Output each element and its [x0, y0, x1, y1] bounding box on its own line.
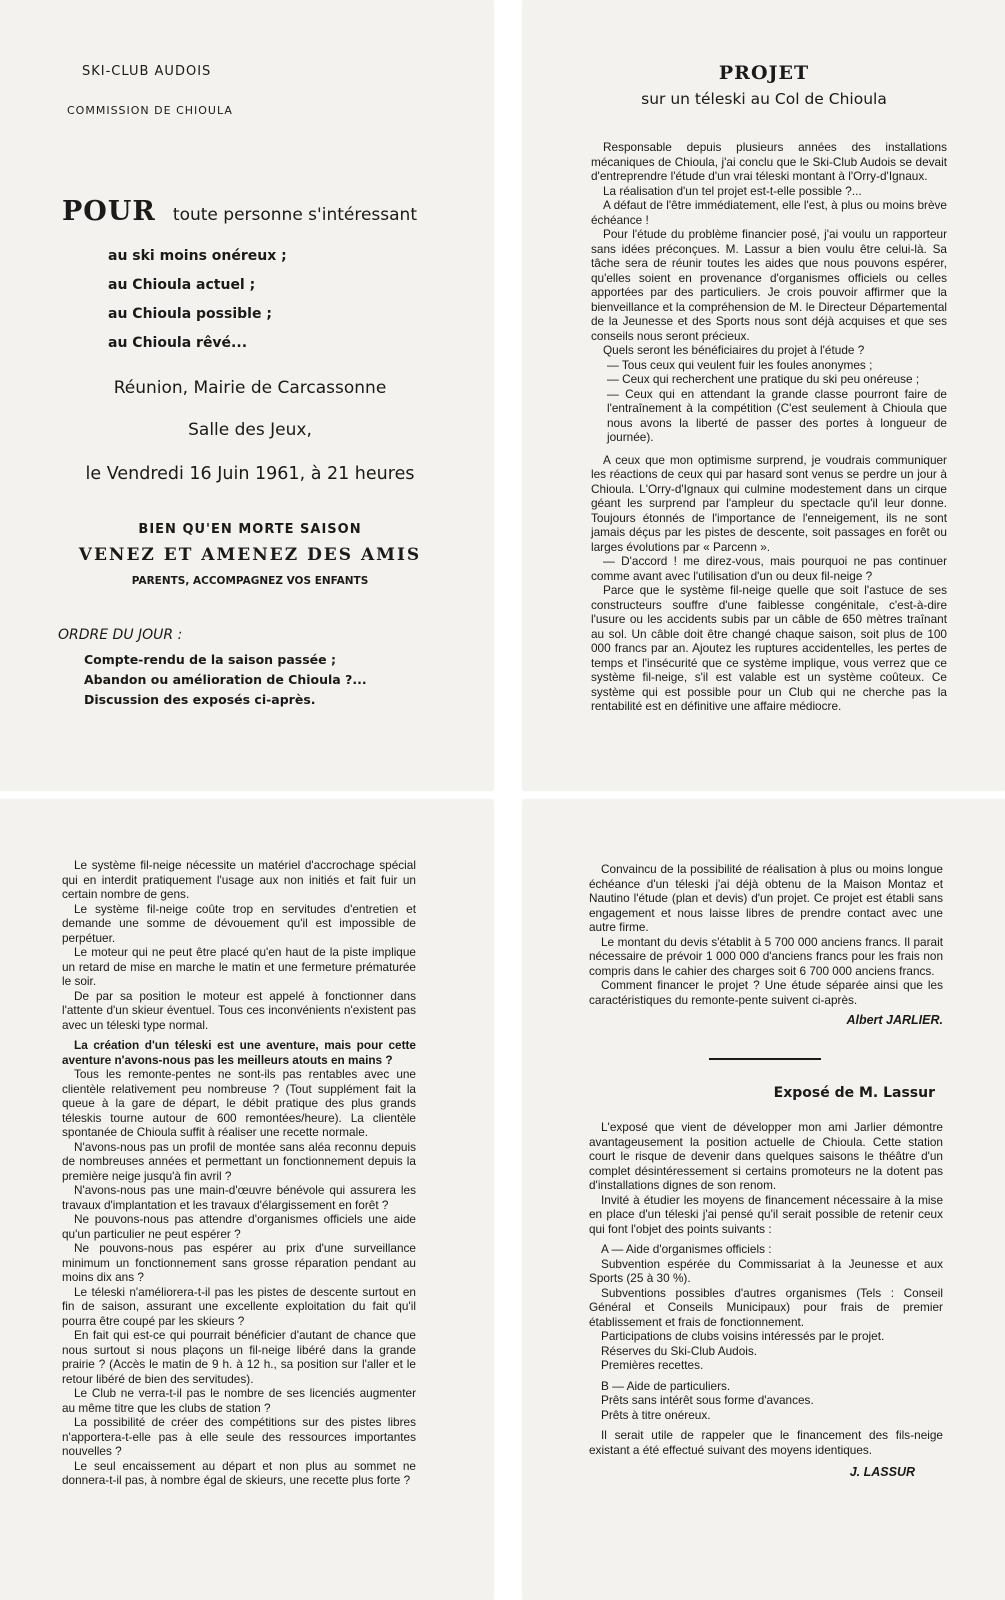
paragraph: A ceux que mon optimisme surprend, je voudrais communiquer les réactions de ceux qui par hasard sont venus se perdre un jour à Chioula. L'Orry-d'Ignaux qui culmine modestement dans un cirque géant les surprend par l'ampleur du spectacle qu'il leur donne. Toujours étonnés de l'importance de l'enneigement, ils ne sont jamais déçus par les pistes de descente, soit passages en forêt ou larges évolutions par « Parcenn ». [591, 452, 947, 554]
bold-question: La création d'un téleski est une aventure, mais pour cette aventure n'avons-nous pas les meilleurs atouts en mains ? [62, 1038, 416, 1067]
paragraph: Le système fil-neige nécessite un matériel d'accrochage spécial qui en interdit pratiquement l'usage aux non initiés et fait fuir un certain nombre de gens. [62, 858, 416, 901]
arguments-text [62, 858, 416, 1488]
paragraph: Le seul encaissement au départ et non plus au sommet ne donnera-t-il pas, à nombre égal de skieurs, une recette plus forte ? [62, 1458, 416, 1487]
signature-lassur: J. LASSUR [849, 1465, 915, 1479]
beneficiary-item: — Tous ceux qui veulent fuir les foules anonymes ; [607, 357, 873, 372]
paragraph: L'exposé que vient de développer mon ami Jarlier démontre avantageusement la position actuelle de Chioula. Cette station court le risque de devenir dans quelques saisons le théâtre d'un complet désintéressement si certains promoteurs ne la dotent pas d'installations dignes de son renom. [589, 1120, 943, 1192]
invite-line: VENEZ ET AMENEZ DES AMIS [78, 545, 422, 565]
season-note: BIEN QU'EN MORTE SAISON [138, 522, 362, 537]
section-a-item: Réserves du Ski-Club Audois. [601, 1343, 758, 1358]
reason-list [108, 242, 287, 358]
paragraph: Le Club ne verra-t-il pas le nombre de ses licenciés augmenter au même titre que les clubs de station ? [62, 1386, 416, 1415]
paragraph: Parce que le système fil-neige quelle que soit l'astuce de ses constructeurs souffre d'une faiblesse congénitale, c'est-à-dire l'usure ou les accidents subis par un câble de 650 mètres traînant au sol. Un câble doit être changé chaque saison, soit plus de 100 000 francs par an. Ajoutez les ruptures accidentelles, les pertes de temps et l'insécurité que ce système implique, vous verrez que ce système fil-neige, s'il est valable est un système coûteux. Ce système qui est possible pour un Club qui ne cherche pas la rentabilité est en définitive une affaire médiocre. [591, 583, 947, 713]
club-name: SKI-CLUB AUDOIS [82, 64, 212, 79]
section-divider [709, 1058, 821, 1060]
section-a-item: Premières recettes. [601, 1358, 704, 1372]
reason-item: au ski moins onéreux ; [108, 248, 287, 264]
closing-paragraph: Il serait utile de rappeler que le financement des fils-neige existant a été effectué suivant des moyens identiques. [589, 1428, 943, 1457]
reason-item: au Chioula rêvé... [108, 335, 248, 351]
paragraph: Ne pouvons-nous pas espérer au prix d'une surveillance minimum un fonctionnement sans grosse réparation pendant au moins dix ans ? [62, 1241, 416, 1284]
expose-text [589, 1120, 943, 1480]
pour-heading [62, 196, 417, 227]
commission-name: COMMISSION DE CHIOULA [67, 104, 233, 117]
paragraph: Le système fil-neige coûte trop en servitudes d'entretien et demande une somme de dévouement qu'il est impossible de perpétuer. [62, 901, 416, 945]
paragraph: Ne pouvons-nous pas attendre d'organismes officiels une aide qu'un particulier ne peut espérer ? [62, 1212, 416, 1241]
reason-item: au Chioula actuel ; [108, 277, 256, 293]
signature-jarlier: Albert JARLIER. [846, 1013, 943, 1027]
flyer-page-1 [0, 0, 493, 790]
paragraph: Le moteur qui ne peut être placé qu'en haut de la piste implique un retard de mise en marche le matin et une fermeture prématurée le soir. [62, 945, 416, 988]
paragraph: Le montant du devis s'établit à 5 700 000 anciens francs. Il parait nécessaire de prévoir 1 000 000 d'anciens francs pour les frais non compris dans le cahier des charges soit 6 700 000 anciens francs. [589, 934, 943, 978]
section-a-item: Participations de clubs voisins intéressés par le projet. [601, 1329, 885, 1343]
flyer-page-4 [523, 800, 1005, 1600]
paragraph: Le téleski n'améliorera-t-il pas les pistes de descente surtout en fin de saison, assurant une excellente exploitation du fait qu'il pourra être coupé par les skieurs ? [62, 1284, 416, 1328]
paragraph: La réalisation d'un tel projet est-t-elle possible ?... [603, 183, 862, 198]
pour-rest: toute personne s'intéressant [172, 205, 417, 225]
agenda-item: Compte-rendu de la saison passée ; [84, 652, 336, 667]
paragraph: Tous les remonte-pentes ne sont-ils pas rentables avec une clientèle relativement peu nombreuse ? (Tout supplément fait la queue à la gare de départ, le débit pratique des plus grands téleskis tourne autour de 600 remontées/heure). La clientèle spontanée de Chioula suffit à réaliser une recette normale. [62, 1067, 416, 1139]
paragraph: Invité à étudier les moyens de financement nécessaire à la mise en place d'un téleski j'ai pensé qu'il serait possible de retenir ceux qui font l'objet des points suivants : [589, 1192, 943, 1236]
paragraph: Quels seront les bénéficiaires du projet à l'étude ? [603, 343, 865, 357]
agenda-item: Abandon ou amélioration de Chioula ?... [84, 672, 367, 687]
paragraph: Pour l'étude du problème financier posé, j'ai voulu un rapporteur sans idées préconçues. M. Lassur a bien voulu être celui-là. Sa tâche sera de réunir toutes les aides que nous pouvons espérer, qu'elles soient en provenance d'organismes officiels ou celles apportées par des particuliers. Je crois pouvoir affirmer que la bienveillance et la compréhension de M. le Directeur Départemental de la Jeunesse et des Sports nous sont déjà acquises et que ses conseils nous seront précieux. [591, 227, 947, 343]
beneficiary-item: — Ceux qui recherchent une pratique du ski peu onéreuse ; [607, 372, 920, 386]
paragraph: N'avons-nous pas un profil de montée sans aléa reconnu depuis de nombreuses années et permettant un fonctionnement depuis la première neige jusqu'à fin avril ? [62, 1139, 416, 1183]
agenda-item: Discussion des exposés ci-après. [84, 692, 316, 707]
paragraph: Convaincu de la possibilité de réalisation à plus ou moins longue échéance d'un téleski j'ai déjà obtenu de la Maison Montaz et Nautino l'étude (plan et devis) d'un projet. Ce projet est établi sans engagement et nous laisse libres de prendre contact avec une autre firme. [589, 862, 943, 934]
section-a-item: Subvention espérée du Commissariat à la Jeunesse et aux Sports (25 à 30 %). [589, 1256, 943, 1285]
meeting-date: le Vendredi 16 Juin 1961, à 21 heures [85, 464, 415, 484]
paragraph: N'avons-nous pas une main-d'œuvre bénévole qui assurera les travaux d'implantation et les travaux d'élargissement en forêt ? [62, 1183, 416, 1212]
meeting-place: Réunion, Mairie de Carcassonne [113, 378, 387, 398]
flyer-page-3 [0, 800, 493, 1600]
financing-text [589, 862, 943, 1028]
beneficiary-item: — Ceux qui en attendant la grande classe pourront faire de l'entraînement à la compétition (C'est seulement à Chioula que nous avons la liberté de passer des portes à longueur de journée). [607, 386, 947, 444]
paragraph: A défaut de l'être immédiatement, elle l'est, à plus ou moins brève échéance ! [591, 198, 947, 227]
project-subtitle: sur un téleski au Col de Chioula [641, 90, 887, 108]
parents-line: PARENTS, ACCOMPAGNEZ VOS ENFANTS [131, 575, 369, 587]
agenda-list [84, 650, 367, 710]
section-b-item: Prêts à titre onéreux. [601, 1407, 711, 1422]
reason-item: au Chioula possible ; [108, 306, 272, 322]
paragraph: Comment financer le projet ? Une étude séparée ainsi que les caractéristiques du remonte-pente suivent ci-après. [589, 978, 943, 1007]
paragraph: — D'accord ! me direz-vous, mais pourquoi ne pas continuer comme avant avec l'utilisation d'un ou deux fil-neige ? [591, 554, 947, 583]
paragraph: De par sa position le moteur est appelé à fonctionner dans l'attente d'un skieur éventuel. Tous ces inconvénients n'existent pas avec un téleski type normal. [62, 988, 416, 1032]
section-b-heading: B — Aide de particuliers. [601, 1378, 731, 1393]
agenda-title: ORDRE DU JOUR : [58, 627, 183, 643]
project-text [591, 140, 947, 714]
paragraph: Responsable depuis plusieurs années des installations mécaniques de Chioula, j'ai conclu que le Ski-Club Audois se devait d'entreprendre l'étude d'un vrai téleski montant à l'Orry-d'Ignaux. [591, 140, 947, 183]
pour-word: POUR [62, 196, 156, 227]
paragraph: La possibilité de créer des compétitions sur des pistes libres n'apportera-t-elle pas à elle seule des ressources importantes nouvelles ? [62, 1415, 416, 1458]
flyer-page-2 [523, 0, 1005, 790]
section-b-item: Prêts sans intérêt sous forme d'avances. [601, 1393, 814, 1407]
section-a-heading: A — Aide d'organismes officiels : [601, 1242, 772, 1256]
project-title: PROJET [718, 62, 810, 84]
expose-title: Exposé de M. Lassur [773, 1085, 935, 1101]
section-a-item: Subventions possibles d'autres organismes (Tels : Conseil Général et Conseils Municipaux) pour frais de premier établissement et frais de fonctionnement. [589, 1285, 943, 1329]
meeting-room: Salle des Jeux, [188, 420, 312, 440]
paragraph: En fait qui est-ce qui pourrait bénéficier d'autant de chance que nous surtout si nous plaçons un fil-neige libéré dans la grande prairie ? (Accès le matin de 9 h. à 12 h., sa position sur l'aller et le retour libéré de bien des servitudes). [62, 1328, 416, 1386]
